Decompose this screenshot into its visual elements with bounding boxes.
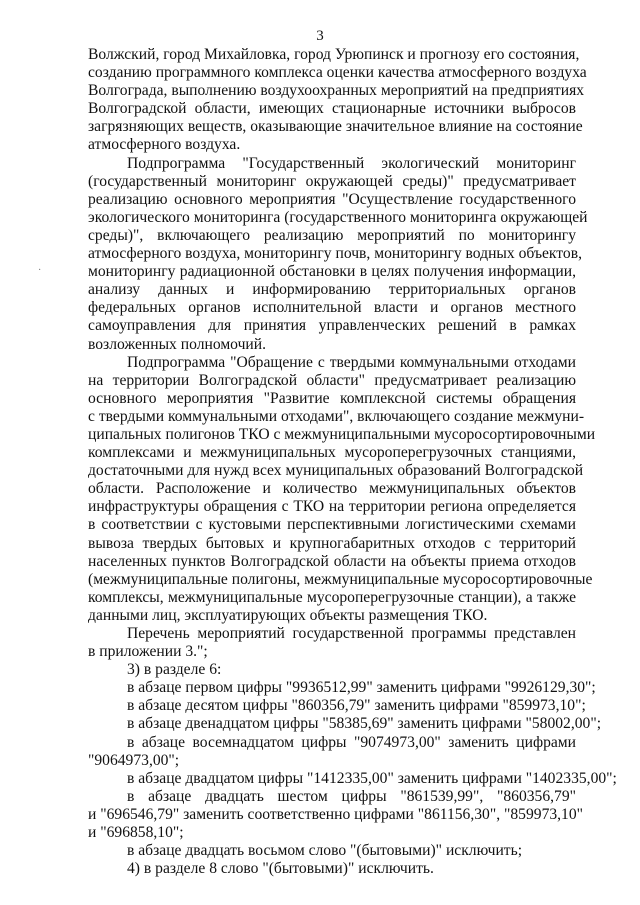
text-line: инфраструктуры обращения с ТКО на территории региона определяется	[88, 498, 576, 516]
text-line: 3) в разделе 6:	[127, 661, 222, 679]
text-line: "9064973,00";	[88, 751, 180, 769]
text-line: (межмуниципальные полигоны, межмуниципальные мусоросортировочные	[88, 570, 593, 588]
text-line: экологического мониторинга (государственного мониторинга окружающей	[88, 208, 588, 226]
text-line: федеральных органов исполнительной власти и органов местного	[88, 299, 576, 317]
text-line: в абзаце двадцать шестом цифры "861539,99", "860356,79"	[127, 787, 576, 805]
text-line: атмосферного воздуха, мониторингу почв, мониторингу водных объектов,	[88, 245, 582, 263]
text-line: Перечень мероприятий государственной программы представлен	[127, 625, 576, 642]
text-line: в абзаце двадцать восьмом слово "(бытовыми)" исключить;	[127, 842, 523, 860]
text-line: в абзаце двадцатом цифры "1412335,00" заменить цифрами "1402335,00";	[127, 769, 617, 787]
paragraph	[88, 46, 587, 155]
text-line: мониторингу радиационной обстановки в целях получения информации,	[88, 263, 576, 281]
text-line: среды)", включающего реализацию мероприятий по мониторингу	[88, 226, 576, 244]
paragraph	[88, 154, 588, 354]
text-line: данными лиц, эксплуатирующих объекты размещения ТКО.	[88, 606, 488, 624]
text-line: Волгоградской области, имеющих стационарные источники выбросов	[88, 100, 576, 118]
text-line: анализу данных и информированию территориальных органов	[88, 281, 576, 299]
text-line: с твердыми коммунальными отходами", включающего создание межмуни-	[88, 407, 585, 425]
text-line: в абзаце двенадцатом цифры "58385,69" заменить цифрами "58002,00";	[127, 715, 602, 733]
text-line: основного мероприятия "Развитие комплексной системы обращения	[88, 389, 576, 407]
paragraph	[88, 353, 596, 625]
paragraph	[88, 625, 576, 661]
text-line: Волжский, город Михайловка, город Урюпинск и прогнозу его состояния,	[88, 46, 580, 63]
text-line: 4) в разделе 8 слово "(бытовыми)" исключить.	[127, 860, 434, 878]
text-line: в абзаце восемнадцатом цифры "9074973,00" заменить цифрами	[127, 733, 576, 751]
text-line: в приложении 3.";	[88, 643, 208, 661]
text-line: реализацию основного мероприятия "Осуществление государственного	[88, 190, 576, 208]
margin-dot: ·	[38, 265, 42, 276]
text-line: области. Расположение и количество межмуниципальных объектов	[88, 480, 576, 498]
text-line: в абзаце десятом цифры "860356,79" заменить цифрами "859973,10";	[127, 697, 586, 715]
text-line: атмосферного воздуха.	[88, 136, 241, 154]
text-line: в соответствии с кустовыми перспективными логистическими схемами	[88, 516, 576, 534]
text-line: Волгограда, выполнению воздухоохранных мероприятий на предприятиях	[88, 82, 585, 100]
text-line: на территории Волгоградской области" предусматривает реализацию	[88, 371, 576, 389]
text-line: ципальных полигонов ТКО с межмуниципальными мусоросортировочными	[88, 425, 596, 443]
text-line: и "696546,79" заменить соответственно цифрами "861156,30", "859973,10"	[88, 805, 584, 823]
text-line: загрязняющих веществ, оказывающие значительное влияние на состояние	[88, 118, 583, 136]
text-line: Подпрограмма "Государственный экологический мониторинг	[127, 154, 576, 172]
text-line: комплексы, межмуниципальные мусороперегрузочные станции), а также	[88, 588, 576, 606]
document-body	[88, 46, 617, 878]
text-line: вывоза твердых бытовых и крупногабаритных отходов с территорий	[88, 534, 576, 552]
text-line: достаточными для нужд всех муниципальных образований Волгоградской	[88, 462, 584, 480]
text-line: созданию программного комплекса оценки качества атмосферного воздуха	[88, 64, 587, 82]
text-line: и "696858,10";	[88, 824, 184, 842]
text-line: возложенных полномочий.	[88, 335, 267, 353]
text-line: самоуправления для принятия управленческих решений в рамках	[88, 317, 576, 335]
text-line: населенных пунктов Волгоградской области на объекты приема отходов	[88, 552, 576, 570]
text-line: комплексами и межмуниципальных мусороперегрузочных станциями,	[88, 444, 576, 462]
text-line: Подпрограмма "Обращение с твердыми коммунальными отходами	[127, 353, 576, 371]
page-number: 3	[316, 28, 324, 44]
text-line: (государственный мониторинг окружающей среды)" предусматривает	[88, 172, 576, 190]
paragraph	[88, 661, 617, 878]
text-line: в абзаце первом цифры "9936512,99" заменить цифрами "9926129,30";	[127, 679, 596, 697]
